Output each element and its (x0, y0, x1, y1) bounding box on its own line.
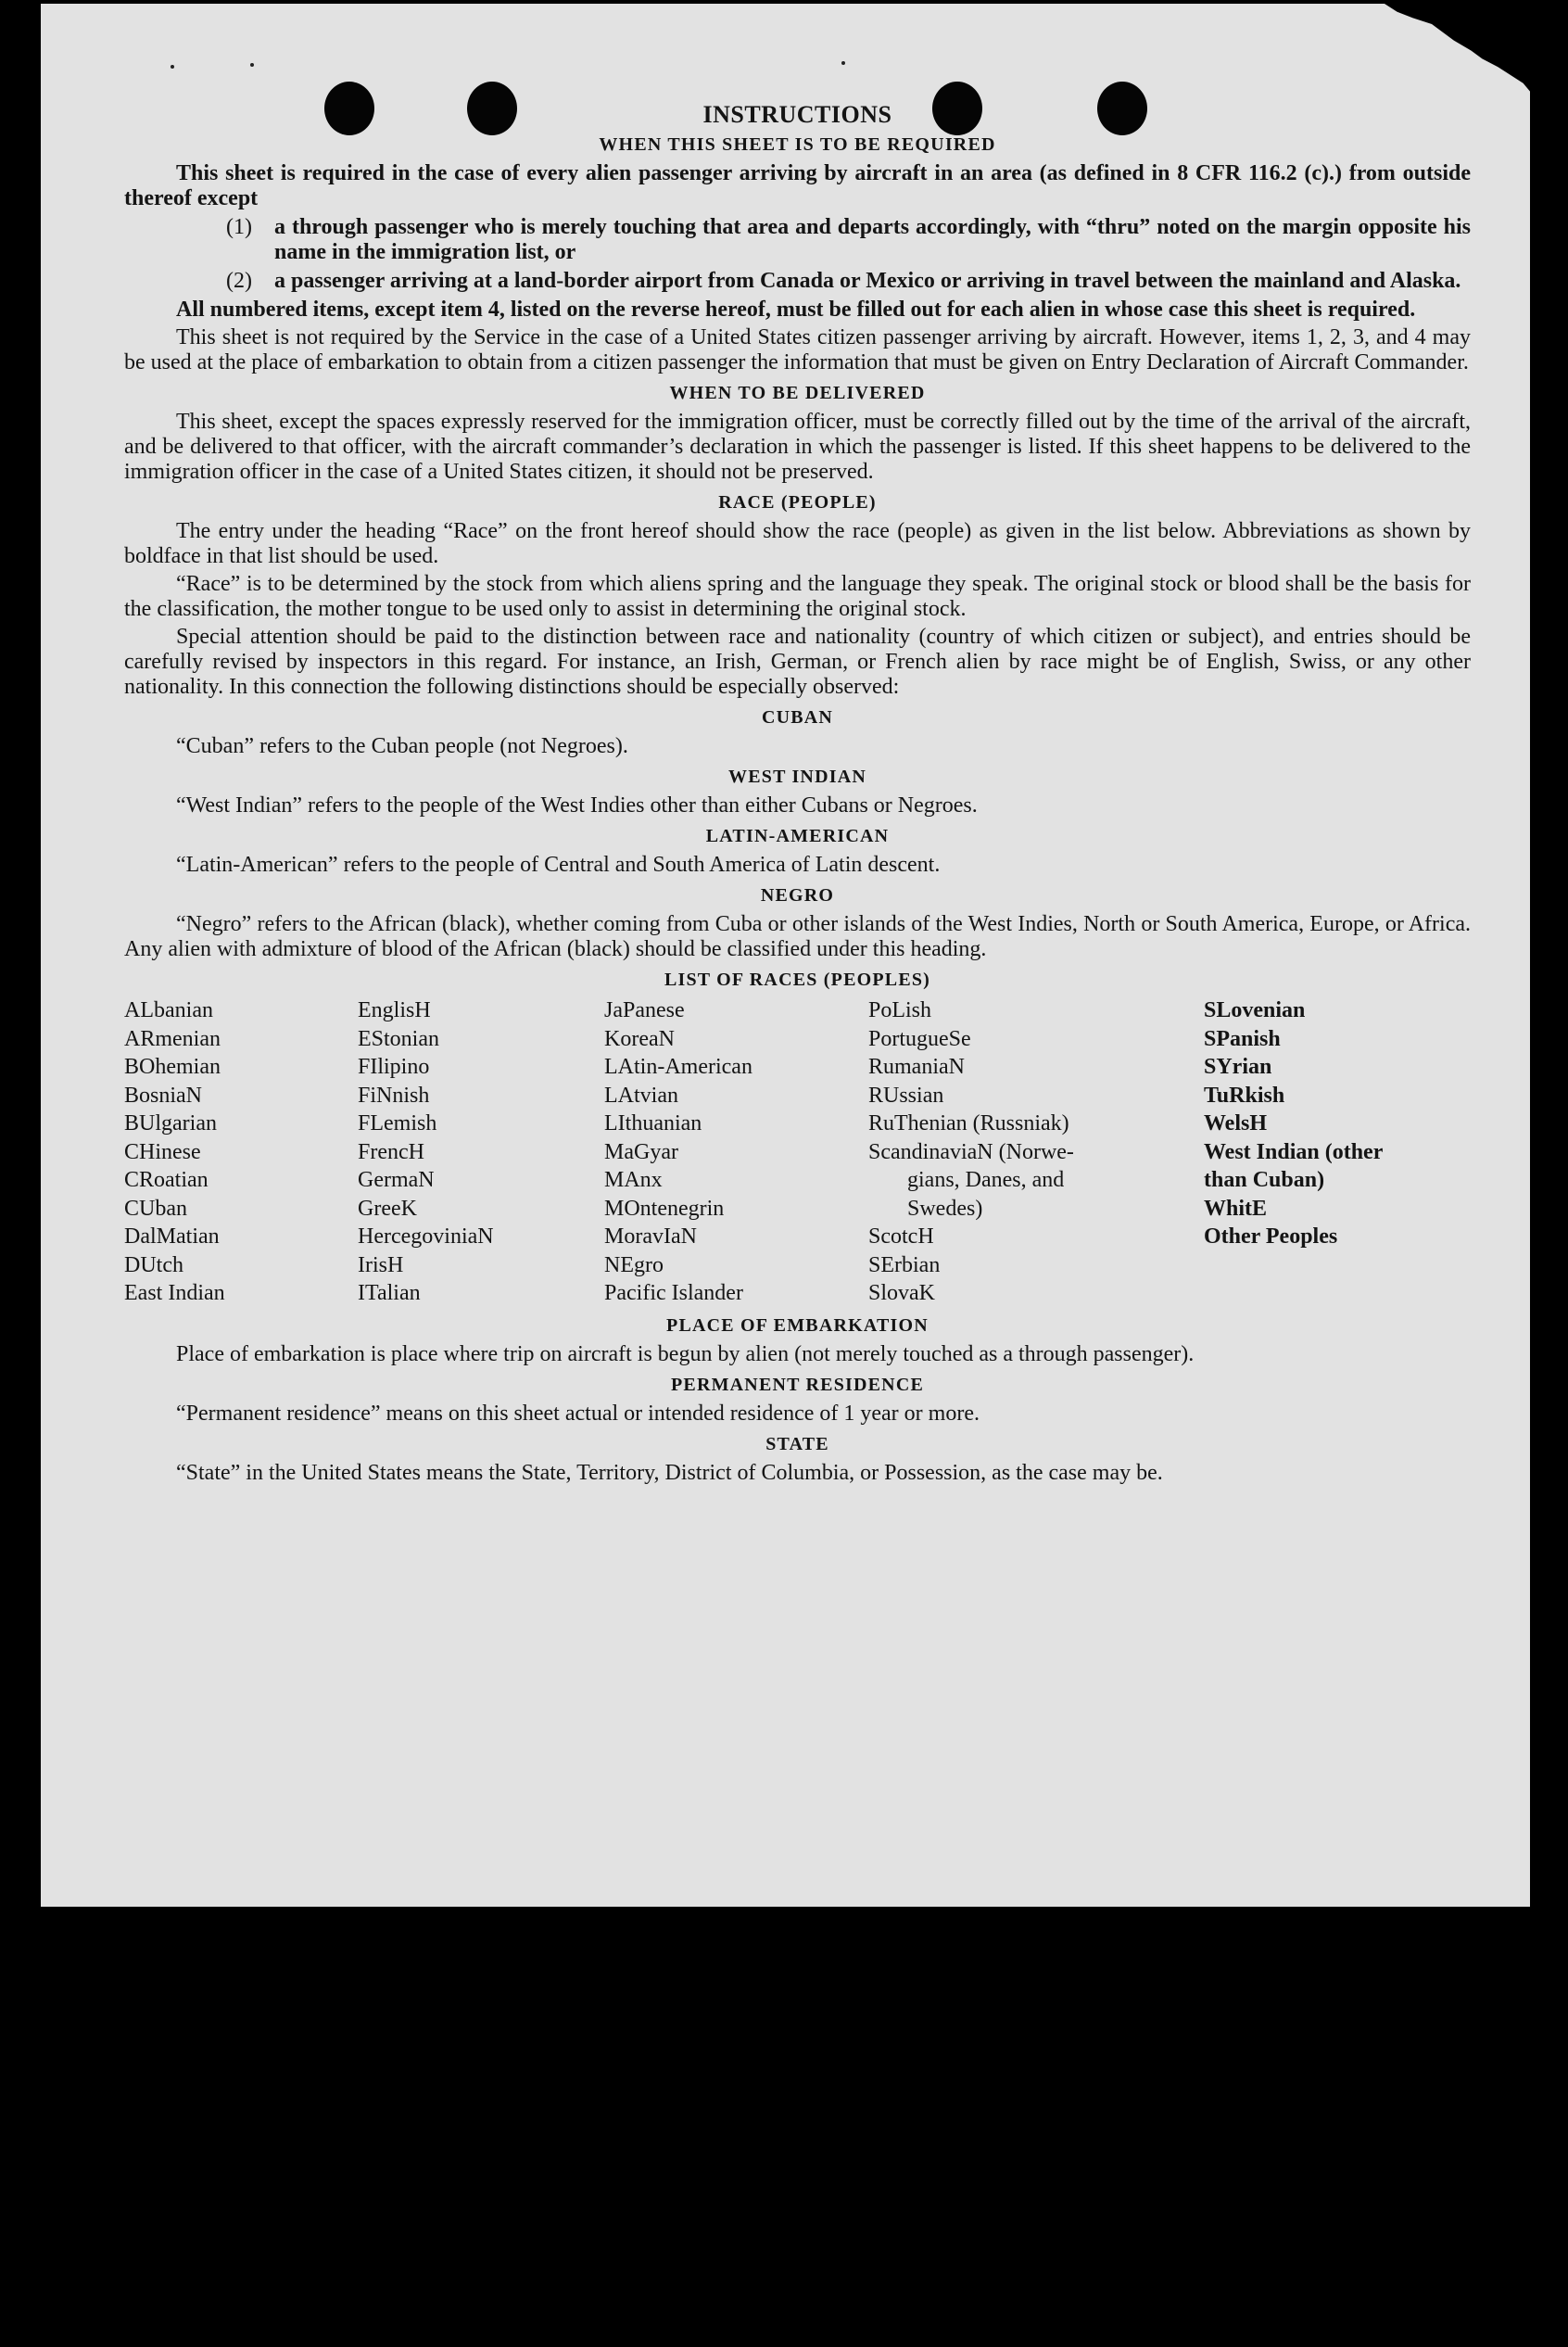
race-entry: EStonian (358, 1026, 439, 1051)
race-entry: FrencH (358, 1139, 424, 1164)
speck (250, 63, 254, 67)
race-entry: SLovenian (1204, 998, 1306, 1022)
paragraph: “State” in the United States means the State, Territory, District of Columbia, or Possession, as the case may be. (176, 1460, 1163, 1485)
race-entry: PortugueSe (868, 1026, 971, 1051)
race-entry: SPanish (1204, 1026, 1281, 1051)
item-number: (1) (226, 215, 252, 239)
race-entry: ScandinaviaN (Norwe- (868, 1139, 1074, 1164)
race-entry: WhitE (1204, 1196, 1268, 1221)
race-entry: FLemish (358, 1111, 437, 1135)
section-heading: PLACE OF EMBARKATION (666, 1314, 929, 1336)
race-entry: HercegoviniaN (358, 1224, 494, 1249)
race-entry: RUssian (868, 1083, 944, 1108)
race-entry: gians, Danes, and (907, 1168, 1065, 1192)
race-entry: RumaniaN (868, 1055, 965, 1079)
race-entry: JaPanese (604, 998, 685, 1022)
speck (171, 65, 174, 69)
paragraph: This sheet is required in the case of every alien passenger arriving by aircraft in an area (as defined in 8 CFR 116.2 (c).) from outside thereof except (124, 161, 1471, 210)
paragraph: “Race” is to be determined by the stock from which aliens spring and the language they speak. The original stock or blood shall be the basis for the classification, the mother tongue to be used only to assist in determining the original stock. (124, 572, 1471, 621)
race-entry: Other Peoples (1204, 1224, 1338, 1249)
race-entry: MoravIaN (604, 1224, 697, 1249)
race-entry: ALbanian (124, 998, 213, 1022)
race-entry: CRoatian (124, 1168, 209, 1192)
document-sheet (41, 4, 1530, 1907)
race-entry: GermaN (358, 1168, 435, 1192)
races-column-5 (1204, 996, 1473, 1308)
races-column-4 (868, 996, 1204, 1308)
race-entry: West Indian (other (1204, 1139, 1384, 1164)
page-title: INSTRUCTIONS (702, 101, 892, 128)
race-entry: FIlipino (358, 1055, 430, 1079)
section-heading: STATE (765, 1433, 829, 1454)
races-table (124, 996, 1471, 1308)
race-entry: BUlgarian (124, 1111, 217, 1135)
paragraph: “Permanent residence” means on this sheet actual or intended residence of 1 year or more. (176, 1401, 980, 1426)
race-entry: MaGyar (604, 1139, 678, 1164)
section-heading: LATIN-AMERICAN (705, 826, 890, 846)
race-entry: DUtch (124, 1252, 183, 1277)
paragraph: This sheet is not required by the Service in the case of a United States citizen passenger arriving by aircraft. However, items 1, 2, 3, and 4 may be used at the place of embarkation to obtain from a citizen passenger the information that must be given on Entry Declaration of Aircraft Commander. (124, 325, 1471, 374)
races-column-1 (124, 996, 358, 1308)
race-entry: than Cuban) (1204, 1168, 1325, 1192)
race-entry: Swedes) (907, 1196, 983, 1221)
race-entry: WelsH (1204, 1111, 1268, 1135)
section-heading: WEST INDIAN (728, 767, 866, 787)
race-entry: SlovaK (868, 1281, 935, 1305)
race-entry: EnglisH (358, 998, 431, 1022)
race-entry: ARmenian (124, 1026, 221, 1051)
race-entry: MAnx (604, 1168, 663, 1192)
speck (841, 61, 845, 65)
race-entry: FiNnish (358, 1083, 430, 1108)
torn-corner (1385, 4, 1530, 106)
race-entry: GreeK (358, 1196, 417, 1221)
list-item (226, 215, 1471, 265)
item-number: (2) (226, 269, 252, 293)
races-column-3 (604, 996, 868, 1308)
race-entry: MOntenegrin (604, 1196, 725, 1221)
section-heading: RACE (PEOPLE) (718, 492, 877, 513)
race-entry: BOhemian (124, 1055, 221, 1079)
paragraph: “Negro” refers to the African (black), whether coming from Cuba or other islands of the West Indies, North or South America, Europe, or Africa. Any alien with admixture of blood of the African (black) should be classified under this heading. (124, 912, 1471, 961)
section-heading: PERMANENT RESIDENCE (670, 1374, 925, 1395)
race-entry: CUban (124, 1196, 187, 1221)
race-entry: LIthuanian (604, 1111, 702, 1135)
list-item (226, 269, 1471, 294)
paragraph: This sheet, except the spaces expressly reserved for the immigration officer, must be correctly filled out by the time of the arrival of the aircraft, and be delivered to that officer, with the aircraft commander’s declaration in which the passenger is listed. If this sheet happens to be delivered to the immigration officer in the case of a United States citizen, it should not be preserved. (124, 410, 1471, 484)
section-heading: NEGRO (760, 885, 835, 906)
race-entry: LAtvian (604, 1083, 678, 1108)
race-entry: KoreaN (604, 1026, 675, 1051)
paragraph: Place of embarkation is place where trip on aircraft is begun by alien (not merely touched as a through passenger). (176, 1341, 1195, 1366)
race-entry: RuThenian (Russniak) (868, 1111, 1069, 1135)
section-heading: WHEN TO BE DELIVERED (669, 383, 926, 403)
paragraph: “West Indian” refers to the people of the West Indies other than either Cubans or Negroes. (176, 793, 978, 818)
paragraph: Special attention should be paid to the distinction between race and nationality (country of which citizen or subject), and entries should be carefully revised by inspectors in this regard. For instance, an Irish, German, or French alien by race might be of English, Swiss, or any other nationality. In this connection the following distinctions should be especially observed: (124, 625, 1471, 699)
race-entry: ScotcH (868, 1224, 934, 1249)
paragraph: “Latin-American” refers to the people of Central and South America of Latin descent. (176, 853, 941, 877)
section-heading: CUBAN (761, 707, 834, 728)
race-entry: SErbian (868, 1252, 941, 1277)
section-heading: WHEN THIS SHEET IS TO BE REQUIRED (599, 134, 996, 155)
item-text: a through passenger who is merely touching that area and departs accordingly, with “thru” noted on the margin opposite his name in the immigration list, or (274, 215, 1471, 264)
race-entry: Pacific Islander (604, 1281, 743, 1305)
race-entry: NEgro (604, 1252, 664, 1277)
race-entry: TuRkish (1204, 1083, 1285, 1108)
race-entry: DalMatian (124, 1224, 220, 1249)
document-content (124, 102, 1471, 1489)
paragraph: All numbered items, except item 4, listed on the reverse hereof, must be filled out for each alien in whose case this sheet is required. (176, 298, 1416, 322)
race-entry: IrisH (358, 1252, 404, 1277)
race-entry: East Indian (124, 1281, 225, 1305)
race-entry: SYrian (1204, 1055, 1272, 1079)
races-column-2 (358, 996, 604, 1308)
paragraph: The entry under the heading “Race” on the front hereof should show the race (people) as given in the list below. Abbreviations as shown by boldface in that list should be used. (124, 519, 1471, 568)
item-text: a passenger arriving at a land-border airport from Canada or Mexico or arriving in travel between the mainland and Alaska. (274, 269, 1461, 293)
section-heading: LIST OF RACES (PEOPLES) (664, 970, 931, 990)
race-entry: CHinese (124, 1139, 201, 1164)
race-entry: BosniaN (124, 1083, 202, 1108)
race-entry: PoLish (868, 998, 932, 1022)
race-entry: LAtin-American (604, 1055, 752, 1079)
race-entry: ITalian (358, 1281, 421, 1305)
paragraph: “Cuban” refers to the Cuban people (not Negroes). (176, 734, 628, 758)
